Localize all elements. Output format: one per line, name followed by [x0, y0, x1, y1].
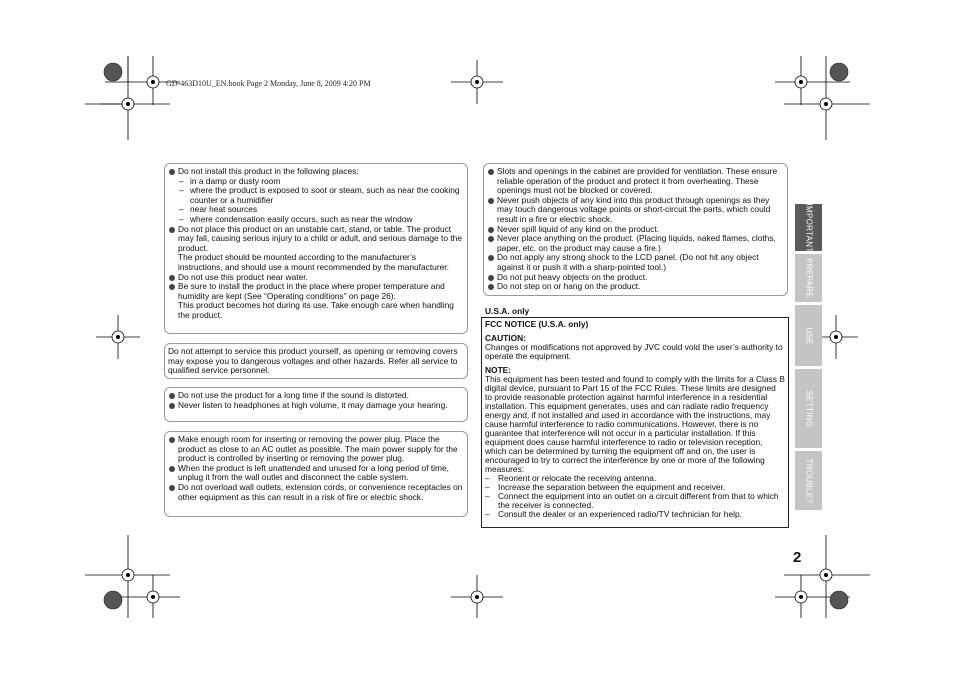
service-warning-box [164, 343, 468, 379]
note-label: NOTE: [485, 365, 512, 375]
caution-text: Changes or modifications not approved by JVC could void the user’s authority to operate the equipment. [485, 342, 783, 361]
warning-item: Slots and openings in the cabinet are provided for ventilation. These ensure reliable operation of the product and protect it from overheating. These openings must not be blocked or covered. [487, 167, 783, 196]
warning-item: Be sure to install the product in the place where proper temperature and humidity are kept (See “Operating conditions” on page 26). [168, 282, 463, 301]
tab-prepare[interactable]: PREPARE [795, 254, 822, 302]
warning-item: Never listen to headphones at high volume, it may damage your hearing. [168, 401, 463, 411]
warning-item: Make enough room for inserting or removing the power plug. Place the product as close to an AC outlet as possible. The main power supply for the product is controlled by inserting or removing the power plug. [168, 435, 463, 464]
warning-item: Never spill liquid of any kind on the product. [487, 225, 783, 235]
warning-item: Do not use the product for a long time if the sound is distorted. [168, 391, 463, 401]
fcc-title: FCC NOTICE (U.S.A. only) [485, 319, 589, 329]
usa-only-label: U.S.A. only [485, 306, 530, 316]
sub-item: – where condensation easily occurs, such as near the window [179, 213, 413, 224]
tab-use[interactable]: USE [795, 305, 822, 366]
page-number: 2 [793, 549, 802, 566]
file-header: GD-463D10U_EN.book Page 2 Monday, June 8, 2009 4:20 PM [166, 79, 371, 88]
warning-item: Do not apply any strong shock to the LCD panel. (Do not hit any object against it or push it with a sharp-pointed tool.) [487, 253, 783, 272]
warning-item: Never push objects of any kind into this product through openings as they may touch dangerous voltage points or short-circuit the parts, which could result in a fire or electric shock. [487, 196, 783, 225]
warning-continuation: The product should be mounted according to the manufacturer’s instructions, and should use a mount recommended by the manufacturer. [178, 252, 449, 272]
warning-item: Do not place this product on an unstable cart, stand, or table. The product may fall, causing serious injury to a child or adult, and serious damage to the product. [168, 225, 463, 254]
sound-warning-box [164, 387, 468, 422]
warning-item: Do not overload wall outlets, extension cords, or convenience receptacles on other equipment as this can result in a risk of fire or electric shock. [168, 483, 463, 502]
measure-item: – Reorient or relocate the receiving antenna. [485, 473, 657, 483]
tab-trouble[interactable]: TROUBLE? [795, 451, 822, 510]
power-warning-box [164, 431, 468, 517]
sub-item: – where the product is exposed to soot or steam, such as near the cooking counter or a humidifier [179, 185, 460, 205]
warning-item: Never place anything on the product. (Placing liquids, naked flames, cloths, paper, etc. on the product may cause a fire.) [487, 234, 783, 253]
measure-item: – Connect the equipment into an outlet on a circuit different from that to which the receiver is connected. [485, 491, 779, 510]
warning-item: Do not use this product near water. [168, 273, 463, 283]
ventilation-warnings-box [483, 163, 788, 296]
fcc-notice-box [481, 317, 789, 528]
warning-item: Do not step on or hang on the product. [487, 282, 783, 292]
warning-continuation: This product becomes hot during its use. Take enough care when handling the product. [178, 300, 454, 320]
installation-warnings-box [164, 163, 468, 334]
caution-label: CAUTION: [485, 333, 526, 343]
measure-item: – Increase the separation between the equipment and receiver. [485, 482, 726, 492]
service-warning-text: Do not attempt to service this product yourself, as opening or removing covers may expose you to dangerous voltages and other hazards. Refer all service to qualified service personnel. [168, 346, 458, 376]
measure-item: – Consult the dealer or an experienced radio/TV technician for help. [485, 509, 742, 519]
sub-item: – near heat sources [179, 204, 258, 215]
sub-item: – in a damp or dusty room [179, 175, 281, 186]
warning-item: When the product is left unattended and unused for a long period of time, unplug it from the wall outlet and disconnect the cable system. [168, 464, 463, 483]
note-text: This equipment has been tested and found to comply with the limits for a Class B digital device, pursuant to Part 15 of the FCC Rules. These limits are designed to provide reasonable protection against harmful interference in a residential installation. This equipment generates, uses and can radiate radio frequency energy and, if not installed and used in accordance with the instructions, may cause harmful interference to radio communications. However, there is no guarantee that interference will not occur in a particular installation. If this equipment does cause harmful interference to radio or television reception, which can be determined by turning the equipment off and on, the user is encouraged to try to correct the interference by one or more of the following measures: [485, 374, 785, 474]
warning-item: Do not put heavy objects on the product. [487, 273, 783, 283]
warning-item: Do not install this product in the following places: [168, 167, 463, 177]
tab-setting[interactable]: SETTING [795, 369, 822, 448]
tab-important[interactable]: IMPORTANT [795, 204, 822, 251]
